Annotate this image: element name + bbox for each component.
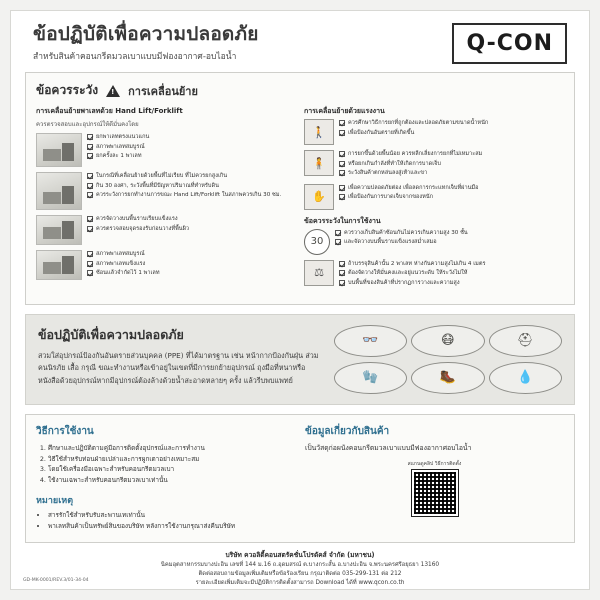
caution-header xyxy=(36,81,564,100)
bullet-item xyxy=(87,250,296,258)
ppe-section xyxy=(25,314,575,405)
check-icon xyxy=(87,153,93,159)
bullet-item xyxy=(339,150,564,158)
bullet-text: สภาพพาเลทแข็งแรง xyxy=(96,260,146,267)
bullet-text: ยกพาเลทตรงแนวแกน xyxy=(96,134,150,140)
check-icon xyxy=(339,261,345,267)
caution-block xyxy=(304,260,564,289)
company-name: บริษัท ควอลิตี้คอนสตรัคชั่นโปรดัคส์ จำกัด (มหาชน) xyxy=(225,551,375,559)
caution-block xyxy=(36,172,296,210)
bullet-item xyxy=(339,184,564,192)
usage-list xyxy=(36,443,295,487)
subsection-title: ข้อควรระวังในการใช้งาน xyxy=(304,216,381,225)
bullet-list xyxy=(339,184,564,203)
poster-footer xyxy=(11,543,589,594)
pallet-stack-photo xyxy=(36,250,82,280)
check-icon xyxy=(335,239,341,245)
bullet-item xyxy=(339,129,564,137)
page-subtitle: สำหรับสินค้าคอนกรีตมวลเบาแบบมีฟองอากาศ-อบไอน้ำ xyxy=(33,52,237,63)
bullet-item xyxy=(339,193,564,201)
company-contact: ติดต่อสอบถามข้อมูลเพิ่มเติมหรือข้อร้องเรียน กรุณาติดต่อ 035-299-131 ต่อ 212 xyxy=(198,570,402,577)
bullet-text: หรือยกเกินกำลังที่ทำให้เกิดการบาดเจ็บ xyxy=(348,160,441,167)
check-icon xyxy=(87,216,93,222)
forklift-pallet-photo xyxy=(36,133,82,167)
caution-columns xyxy=(36,106,564,294)
bullet-list xyxy=(87,172,296,201)
bullet-text: เพื่อความปลอดภัยต่อง เพื่อลดการกระแทกเจ็บที่ผ่านมือ xyxy=(348,184,479,191)
caution-heading-right: การเคลื่อนย้าย xyxy=(128,84,198,98)
bullet-list xyxy=(87,250,296,279)
check-icon xyxy=(87,270,93,276)
bullet-list xyxy=(87,133,296,162)
check-icon xyxy=(339,151,345,157)
check-icon xyxy=(87,144,93,150)
hand-protect-icon: ✋ xyxy=(304,184,334,210)
bullet-text: ควรจัดวางบนพื้นราบเรียบแข็งแรง xyxy=(96,216,178,222)
bullet-item xyxy=(87,133,296,141)
column-subtitle: ควรตรวจสอบและอุปกรณ์ให้ดีมั่นคงโดย xyxy=(36,121,139,128)
bullet-list xyxy=(335,229,564,248)
caution-section xyxy=(25,72,575,305)
check-icon xyxy=(87,173,93,179)
list-item: • พาเลทสินค้าเป็นทรัพย์สินของบริษัท หลังการใช้งานกรุณาส่งคืนบริษัท xyxy=(48,521,295,532)
pallet-ground-photo xyxy=(36,215,82,245)
column-title: การเคลื่อนย้ายด้วยแรงงาน xyxy=(304,107,385,115)
bullet-item xyxy=(339,269,564,277)
bullet-list xyxy=(87,215,296,234)
bullet-text: ในกรณีที่เคลื่อนย้ายด้วยพื้นที่ไม่เรียบ ที่ไม่ควรยกสูงเกิน xyxy=(96,173,228,179)
bullet-text: ควรตรวจสอบจุดรองรับก่อนวางที่พื้นผิว xyxy=(96,225,190,232)
company-website: รายละเอียดเพิ่มเติมจะมีปฏิบัติการติดตั้งสามารถ Download ได้ที่ www.qcon.co.th xyxy=(195,580,405,587)
list-item: 2. วิธีใช้สำหรับท่อนฝ่ายเปล่าและการผูกเตาอย่างเหมาะสม xyxy=(48,454,295,465)
product-info-body: เป็นวัสดุก่อผนังคอนกรีตมวลเบาแบบมีฟองอากาศอบไอน้ำ xyxy=(305,443,472,452)
bullet-item xyxy=(335,238,564,246)
bullet-item xyxy=(87,152,296,160)
bullet-text: เพื่อป้องกันการบาดเจ็บจากของหนัก xyxy=(348,194,434,201)
bullet-text: ควรวางเก็บสินค้าซ้อนกันไม่ควรเกินความสูง 30 ชั้น xyxy=(344,229,468,236)
bullet-text: สภาพพาเลทสมบูรณ์ xyxy=(96,143,145,150)
bullet-item xyxy=(339,160,564,168)
bullet-text: กิน 30 องศา, ระวังพื้นที่มีปัญหาปริมาณที่ทำหรับดิน xyxy=(96,182,219,189)
bullet-item xyxy=(87,191,296,199)
bullet-item xyxy=(87,182,296,190)
warning-triangle-icon xyxy=(106,85,120,97)
caution-block xyxy=(304,150,564,179)
bullet-list xyxy=(339,150,564,179)
bullet-text: และจัดวางบนพื้นราบแข็งแรงสม่ำเสมอ xyxy=(344,239,437,246)
dust-mask-icon: 😷 xyxy=(411,325,484,357)
ppe-title: ข้อปฏิบัติเพื่อความปลอดภัย xyxy=(38,326,184,342)
caution-block xyxy=(36,133,296,167)
qr-block[interactable] xyxy=(305,460,564,516)
bullet-list xyxy=(339,119,564,138)
bullet-item xyxy=(339,260,564,268)
safety-goggles-icon: 👓 xyxy=(334,325,407,357)
check-icon xyxy=(339,270,345,276)
check-icon xyxy=(339,120,345,126)
bullet-item xyxy=(87,215,296,223)
page-title: ข้อปฏิบัติเพื่อความปลอดภัย xyxy=(33,22,259,45)
bullet-text: ถ้าบรรจุสินค้านั้น 2 พาเลท ห่างกันความสูงไม่เกิน 4 เมตร xyxy=(348,260,486,267)
qcon-logo: Q-CON xyxy=(452,23,567,64)
check-icon xyxy=(339,280,345,286)
column-title: การเคลื่อนย้ายพาเลทด้วย Hand Lift/Forklift xyxy=(36,107,183,115)
bullet-item xyxy=(87,260,296,268)
caution-column-manual xyxy=(304,106,564,294)
bullet-item xyxy=(87,225,296,233)
check-icon xyxy=(87,251,93,257)
usage-column xyxy=(36,424,295,532)
document-code: GD-MK-0001/REV.3/01-34-04 xyxy=(23,578,89,583)
product-info-column xyxy=(305,424,564,532)
bullet-item xyxy=(87,269,296,277)
two-person-carry-icon: 🧍 xyxy=(304,150,334,176)
ppe-text-block xyxy=(38,325,324,394)
check-icon xyxy=(339,194,345,200)
usage-title: วิธีการใช้งาน xyxy=(36,425,94,437)
eye-wash-icon: 💧 xyxy=(489,362,562,394)
bullet-item xyxy=(87,172,296,180)
header-text-block xyxy=(33,24,442,64)
check-icon xyxy=(339,170,345,176)
company-address: นิคมอุตสาหกรรมบางปะอิน เลขที่ 144 ม.16 ถ.อุดมสรณ์ ต.บางกระสั้น อ.บางปะอิน จ.พระนครศรีอยุธยา 13160 xyxy=(160,561,440,568)
caution-block xyxy=(304,184,564,210)
check-icon xyxy=(87,192,93,198)
person-lifting-icon: 🚶 xyxy=(304,119,334,145)
check-icon xyxy=(335,230,341,236)
bullet-text: ควรศึกษาวิธีการยกที่ถูกต้องและปลอดภัยตามขนาดน้ำหนัก xyxy=(348,120,489,126)
list-item: 1. ศึกษาและปฏิบัติตามคู่มือการติดตั้งอุปกรณ์และการทำงาน xyxy=(48,443,295,454)
safety-poster-sheet xyxy=(10,10,590,590)
check-icon xyxy=(339,161,345,167)
bullet-item xyxy=(335,229,564,237)
bullet-text: ซ้อนแล้วจำกัดไว้ 1 พาเลท xyxy=(96,270,160,277)
caution-heading-left: ข้อควรระวัง xyxy=(36,83,99,97)
caution-block xyxy=(304,229,564,255)
check-icon xyxy=(87,261,93,267)
check-icon xyxy=(339,185,345,191)
safety-helmet-icon: ⛑ xyxy=(489,325,562,357)
bullet-text: สภาพพาเลทสมบูรณ์ xyxy=(96,251,145,257)
bullet-text: บนพื้นที่ของสินค้าที่ปรากฏการวางและความสูง xyxy=(348,280,460,287)
check-icon xyxy=(87,226,93,232)
product-info-title: ข้อมูลเกี่ยวกับสินค้า xyxy=(305,425,390,437)
bullet-text: เพื่อป้องกันอันตรายที่เกิดขึ้น xyxy=(348,129,415,136)
list-item: 3. โดยใช้เครื่องมือเฉพาะสำหรับคอนกรีตมวลเบา xyxy=(48,464,295,475)
check-icon xyxy=(339,130,345,136)
check-icon xyxy=(87,134,93,140)
safety-gloves-icon: 🧤 xyxy=(334,362,407,394)
ppe-body: สวมใส่อุปกรณ์ป้องกันอันตรายส่วนบุคคล (PPE) ที่ได้มาตรฐาน เช่น หน้ากากป้องกันฝุ่น ส่วมคนนิรภัย เสื้อ กรุณี ขณะทำงานหรือเข้าอยู่ในเขตที่มีการยกย้ายอุปกรณ์ ถุงมือที่หนาหรือหนังสือด้วยอุปกรณ์หากมีอุปกรณ์ต้องล้างด้วยน้ำสะอาดหลายๆ ครั้ง แล้วรีบพบแพทย์ xyxy=(38,350,319,385)
poster-header xyxy=(11,11,589,72)
note-title: หมายเหตุ xyxy=(36,496,74,507)
list-item: 4. ใช้งานเฉพาะสำหรับคอนกรีตมวลเบาเท่านั้น xyxy=(48,475,295,486)
bullet-item xyxy=(87,143,296,151)
caution-block xyxy=(36,215,296,245)
bullet-text: ยกครั้งละ 1 พาเลท xyxy=(96,153,142,160)
stack-limit-icon: 30 xyxy=(304,229,330,255)
list-item: • สารรักใช้สำหรับรับสะพานเทเท่านั้น xyxy=(48,510,295,521)
bullet-text: ควรระวังการยกทำงานการขณะ Hand Lift/Forklift ในสภาพควรเกิน 30 ซม. xyxy=(96,192,282,199)
caution-block xyxy=(304,119,564,145)
bullet-item xyxy=(339,169,564,177)
safety-boots-icon: 🥾 xyxy=(411,362,484,394)
note-list xyxy=(36,510,295,532)
crane-lifting-icon: ⚖ xyxy=(304,260,334,286)
bullet-list xyxy=(339,260,564,289)
bullet-item xyxy=(339,119,564,127)
ppe-icon-grid xyxy=(334,325,562,394)
qr-code[interactable] xyxy=(412,470,458,516)
bullet-text: การยกขึ้นด้วยพื้นน้อย ควรหลีกเลี่ยงการยกที่ไม่เหมาะสม xyxy=(348,151,483,157)
forklift-stack-photo xyxy=(36,172,82,210)
caution-block xyxy=(36,250,296,280)
bullet-text: ระวังสินค้าตกหล่นลงสู่เท้าและขา xyxy=(348,170,428,177)
bottom-section xyxy=(25,414,575,543)
caution-column-forklift xyxy=(36,106,296,294)
bullet-item xyxy=(339,279,564,287)
qr-caption: สแกนดูคลิป วิธีการติดตั้ง xyxy=(407,461,462,468)
check-icon xyxy=(87,183,93,189)
bullet-text: ต้องจัดวางให้มั่นคงและอยู่แนวระดับ ให้ระวังไม่ให้ xyxy=(348,270,468,277)
